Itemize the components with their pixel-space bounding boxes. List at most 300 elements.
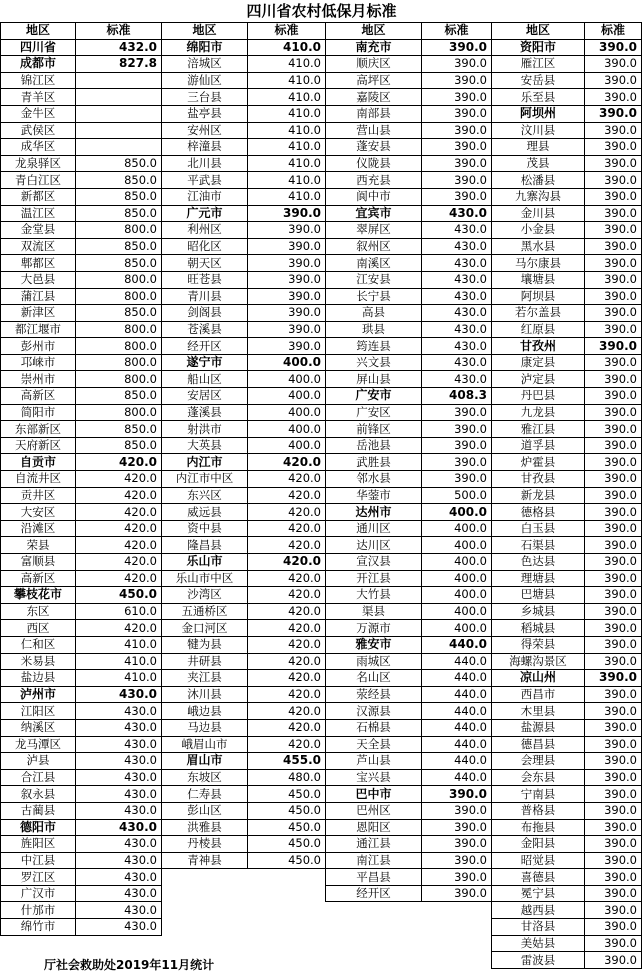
region-name: 高新区 — [1, 570, 76, 587]
standard-value: 400.0 — [248, 404, 326, 421]
standard-value: 420.0 — [76, 554, 162, 571]
standard-value: 410.0 — [76, 670, 162, 687]
standard-value: 410.0 — [248, 89, 326, 106]
region-name: 西昌市 — [492, 686, 585, 703]
region-name: 武胜县 — [326, 454, 422, 471]
standard-value: 420.0 — [76, 454, 162, 471]
region-name: 屏山县 — [326, 371, 422, 388]
standard-value: 420.0 — [248, 736, 326, 753]
page-title: 四川省农村低保月标准 — [246, 2, 397, 20]
region-group-name: 自贡市 — [1, 454, 76, 471]
table-row — [1, 636, 642, 653]
footer-note: 厅社会救助处2019年11月统计 — [44, 958, 215, 972]
region-name: 红原县 — [492, 321, 585, 338]
region-name: 前锋区 — [326, 421, 422, 438]
standard-value: 390.0 — [585, 288, 642, 305]
standard-value: 390.0 — [422, 454, 492, 471]
standard-value: 390.0 — [422, 188, 492, 205]
table-row — [1, 620, 642, 637]
region-name: 平武县 — [162, 172, 248, 189]
standard-value: 440.0 — [422, 670, 492, 687]
standard-value — [76, 105, 162, 122]
table-row — [1, 371, 642, 388]
region-name: 青川县 — [162, 288, 248, 305]
standard-value: 390.0 — [585, 769, 642, 786]
region-name: 乐至县 — [492, 89, 585, 106]
standard-value: 450.0 — [76, 587, 162, 604]
standard-value: 390.0 — [585, 89, 642, 106]
header-standard: 标准 — [248, 23, 326, 40]
header-standard: 标准 — [422, 23, 492, 40]
region-name: 松潘县 — [492, 172, 585, 189]
standard-value: 390.0 — [585, 554, 642, 571]
region-name: 雷波县 — [492, 952, 585, 969]
standard-value: 430.0 — [422, 271, 492, 288]
region-name: 犍为县 — [162, 636, 248, 653]
standard-value: 390.0 — [585, 570, 642, 587]
standard-value: 420.0 — [248, 471, 326, 488]
standard-value: 440.0 — [422, 686, 492, 703]
region-name: 新龙县 — [492, 487, 585, 504]
standard-value: 800.0 — [76, 338, 162, 355]
standard-value: 410.0 — [248, 105, 326, 122]
region-name: 普格县 — [492, 802, 585, 819]
standard-value: 430.0 — [76, 902, 162, 919]
standard-value: 420.0 — [248, 620, 326, 637]
region-name: 黑水县 — [492, 238, 585, 255]
region-group-name: 四川省 — [1, 39, 76, 56]
standard-value: 390.0 — [585, 471, 642, 488]
region-group-name: 绵阳市 — [162, 39, 248, 56]
region-name: 东部新区 — [1, 421, 76, 438]
region-name: 金阳县 — [492, 836, 585, 853]
empty-cell — [162, 919, 248, 936]
region-name: 大竹县 — [326, 587, 422, 604]
standard-value: 440.0 — [422, 736, 492, 753]
region-name: 大安区 — [1, 504, 76, 521]
standard-value: 850.0 — [76, 421, 162, 438]
region-name: 蓬溪县 — [162, 404, 248, 421]
standard-value: 420.0 — [76, 471, 162, 488]
standard-value: 450.0 — [248, 802, 326, 819]
standard-value: 430.0 — [76, 786, 162, 803]
region-name: 岳池县 — [326, 437, 422, 454]
standard-value: 390.0 — [585, 520, 642, 537]
region-name: 涪城区 — [162, 56, 248, 73]
standard-value: 390.0 — [422, 885, 492, 902]
standard-value: 390.0 — [585, 255, 642, 272]
standard-value: 430.0 — [76, 719, 162, 736]
standard-value: 410.0 — [248, 56, 326, 73]
region-name: 什邡市 — [1, 902, 76, 919]
table-row — [1, 388, 642, 405]
table-row — [1, 271, 642, 288]
standard-value: 420.0 — [248, 487, 326, 504]
header-row — [1, 23, 642, 40]
region-name: 龙马潭区 — [1, 736, 76, 753]
standard-value: 390.0 — [585, 271, 642, 288]
region-name: 嘉陵区 — [326, 89, 422, 106]
standard-value: 420.0 — [248, 587, 326, 604]
region-name: 得荣县 — [492, 636, 585, 653]
empty-cell — [162, 869, 248, 886]
region-name: 盐亭县 — [162, 105, 248, 122]
standard-value: 430.0 — [76, 753, 162, 770]
standard-value: 440.0 — [422, 719, 492, 736]
standard-value: 390.0 — [422, 89, 492, 106]
region-name: 广汉市 — [1, 885, 76, 902]
region-name: 广安区 — [326, 404, 422, 421]
region-name: 锦江区 — [1, 72, 76, 89]
region-name: 船山区 — [162, 371, 248, 388]
region-group-name: 遂宁市 — [162, 354, 248, 371]
table-row — [1, 885, 642, 902]
standard-value: 850.0 — [76, 238, 162, 255]
standard-value: 850.0 — [76, 388, 162, 405]
region-group-name: 广元市 — [162, 205, 248, 222]
region-name: 朝天区 — [162, 255, 248, 272]
region-name: 甘洛县 — [492, 919, 585, 936]
standard-value: 440.0 — [422, 636, 492, 653]
region-name: 泸定县 — [492, 371, 585, 388]
region-name: 阆中市 — [326, 188, 422, 205]
standard-value: 430.0 — [76, 819, 162, 836]
standard-value: 390.0 — [422, 819, 492, 836]
standard-value: 390.0 — [585, 852, 642, 869]
standard-value: 850.0 — [76, 437, 162, 454]
region-group-name: 达州市 — [326, 504, 422, 521]
region-name: 木里县 — [492, 703, 585, 720]
standard-value: 430.0 — [422, 238, 492, 255]
region-group-name: 巴中市 — [326, 786, 422, 803]
standard-value: 390.0 — [422, 869, 492, 886]
standard-value: 420.0 — [76, 537, 162, 554]
standard-value: 410.0 — [248, 188, 326, 205]
table-row — [1, 222, 642, 239]
region-name: 仪陇县 — [326, 155, 422, 172]
region-name: 富顺县 — [1, 554, 76, 571]
region-name: 白玉县 — [492, 520, 585, 537]
table-row — [1, 437, 642, 454]
standard-value: 430.0 — [76, 736, 162, 753]
table-row — [1, 56, 642, 73]
standard-value: 420.0 — [76, 570, 162, 587]
table-row — [1, 288, 642, 305]
table-row — [1, 719, 642, 736]
region-name: 会东县 — [492, 769, 585, 786]
standard-value: 400.0 — [248, 371, 326, 388]
standard-value: 390.0 — [422, 72, 492, 89]
standard-value: 390.0 — [422, 39, 492, 56]
standard-value: 390.0 — [585, 653, 642, 670]
region-name: 射洪市 — [162, 421, 248, 438]
table-row — [1, 105, 642, 122]
region-name: 通川区 — [326, 520, 422, 537]
standard-value: 430.0 — [76, 919, 162, 936]
region-name: 简阳市 — [1, 404, 76, 421]
region-group-name: 甘孜州 — [492, 338, 585, 355]
region-name: 九龙县 — [492, 404, 585, 421]
region-name: 石棉县 — [326, 719, 422, 736]
region-name: 彭州市 — [1, 338, 76, 355]
table-row — [1, 836, 642, 853]
region-name: 南江县 — [326, 852, 422, 869]
region-name: 双流区 — [1, 238, 76, 255]
standard-value: 430.0 — [422, 222, 492, 239]
region-name: 新都区 — [1, 188, 76, 205]
standard-value: 390.0 — [422, 421, 492, 438]
table-row — [1, 139, 642, 156]
standard-value: 390.0 — [422, 802, 492, 819]
standard-value: 390.0 — [248, 255, 326, 272]
standard-value: 390.0 — [585, 139, 642, 156]
empty-cell — [422, 952, 492, 969]
region-name: 理塘县 — [492, 570, 585, 587]
region-name: 巴塘县 — [492, 587, 585, 604]
region-name: 汉源县 — [326, 703, 422, 720]
region-name: 蒲江县 — [1, 288, 76, 305]
region-name: 马边县 — [162, 719, 248, 736]
standard-value: 390.0 — [248, 288, 326, 305]
region-name: 雨城区 — [326, 653, 422, 670]
region-name: 邛崃市 — [1, 354, 76, 371]
region-name: 海螺沟景区 — [492, 653, 585, 670]
region-group-name: 南充市 — [326, 39, 422, 56]
region-name: 罗江区 — [1, 869, 76, 886]
table-row — [1, 570, 642, 587]
region-name: 营山县 — [326, 122, 422, 139]
region-name: 隆昌县 — [162, 537, 248, 554]
standard-value: 390.0 — [585, 504, 642, 521]
table-row — [1, 520, 642, 537]
region-name: 叙永县 — [1, 786, 76, 803]
region-name: 茂县 — [492, 155, 585, 172]
standard-value: 390.0 — [585, 105, 642, 122]
region-name: 金牛区 — [1, 105, 76, 122]
empty-cell — [162, 885, 248, 902]
region-name: 翠屏区 — [326, 222, 422, 239]
standard-value: 390.0 — [422, 105, 492, 122]
empty-cell — [326, 952, 422, 969]
table-row — [1, 935, 642, 952]
table-row — [1, 587, 642, 604]
standard-value: 390.0 — [585, 703, 642, 720]
region-name: 昭化区 — [162, 238, 248, 255]
region-name: 游仙区 — [162, 72, 248, 89]
standard-value: 390.0 — [585, 188, 642, 205]
header-region: 地区 — [492, 23, 585, 40]
standard-value: 390.0 — [248, 338, 326, 355]
standard-value: 390.0 — [585, 786, 642, 803]
table-row — [1, 155, 642, 172]
standard-value: 390.0 — [422, 437, 492, 454]
region-name: 冕宁县 — [492, 885, 585, 902]
region-name: 江油市 — [162, 188, 248, 205]
region-name: 苍溪县 — [162, 321, 248, 338]
region-name: 荣县 — [1, 537, 76, 554]
standard-value: 390.0 — [585, 603, 642, 620]
standard-value: 410.0 — [248, 155, 326, 172]
empty-cell — [76, 935, 162, 952]
table-row — [1, 869, 642, 886]
region-name: 安岳县 — [492, 72, 585, 89]
standard-value: 390.0 — [585, 205, 642, 222]
region-name: 天全县 — [326, 736, 422, 753]
standard-value: 390.0 — [422, 404, 492, 421]
standard-value: 420.0 — [248, 554, 326, 571]
region-name: 乐山市中区 — [162, 570, 248, 587]
empty-cell — [422, 902, 492, 919]
table-row — [1, 802, 642, 819]
region-name: 理县 — [492, 139, 585, 156]
empty-cell — [248, 902, 326, 919]
table-row — [1, 769, 642, 786]
standard-value: 400.0 — [422, 570, 492, 587]
region-name: 安州区 — [162, 122, 248, 139]
standard-value: 390.0 — [585, 736, 642, 753]
region-group-name: 眉山市 — [162, 753, 248, 770]
standard-value: 450.0 — [248, 852, 326, 869]
empty-cell — [326, 902, 422, 919]
standard-value: 850.0 — [76, 255, 162, 272]
table-row — [1, 504, 642, 521]
region-name: 西区 — [1, 620, 76, 637]
standard-value: 430.0 — [76, 852, 162, 869]
standard-value: 432.0 — [76, 39, 162, 56]
table-row — [1, 852, 642, 869]
region-name: 雁江区 — [492, 56, 585, 73]
standard-value: 390.0 — [585, 437, 642, 454]
region-name: 宣汉县 — [326, 554, 422, 571]
region-name: 美姑县 — [492, 935, 585, 952]
standard-value: 390.0 — [585, 869, 642, 886]
standard-value: 390.0 — [585, 686, 642, 703]
standard-value: 390.0 — [585, 238, 642, 255]
empty-cell — [162, 902, 248, 919]
empty-cell — [248, 869, 326, 886]
region-name: 东兴区 — [162, 487, 248, 504]
region-name: 巴州区 — [326, 802, 422, 819]
region-name: 古蔺县 — [1, 802, 76, 819]
standard-value: 400.0 — [422, 504, 492, 521]
standard-value: 430.0 — [422, 255, 492, 272]
standard-value: 455.0 — [248, 753, 326, 770]
region-name: 经开区 — [326, 885, 422, 902]
standard-value: 420.0 — [248, 504, 326, 521]
standard-value: 410.0 — [76, 653, 162, 670]
region-name: 崇州市 — [1, 371, 76, 388]
standard-value: 500.0 — [422, 487, 492, 504]
region-group-name: 攀枝花市 — [1, 587, 76, 604]
standard-value: 390.0 — [585, 919, 642, 936]
standard-value: 800.0 — [76, 222, 162, 239]
standard-value: 410.0 — [248, 72, 326, 89]
standard-value: 410.0 — [248, 122, 326, 139]
region-name: 壤塘县 — [492, 271, 585, 288]
standard-value: 390.0 — [585, 454, 642, 471]
region-name: 东区 — [1, 603, 76, 620]
standard-value: 420.0 — [248, 670, 326, 687]
region-name: 合江县 — [1, 769, 76, 786]
table-row — [1, 653, 642, 670]
table-row — [1, 72, 642, 89]
table-row — [1, 736, 642, 753]
region-name: 喜德县 — [492, 869, 585, 886]
standard-value: 390.0 — [585, 802, 642, 819]
region-name: 若尔盖县 — [492, 305, 585, 322]
standard-value: 430.0 — [422, 338, 492, 355]
region-name: 青神县 — [162, 852, 248, 869]
region-name: 金口河区 — [162, 620, 248, 637]
table-row — [1, 354, 642, 371]
region-name: 利州区 — [162, 222, 248, 239]
standard-value: 390.0 — [248, 321, 326, 338]
region-name: 华蓥市 — [326, 487, 422, 504]
region-group-name: 泸州市 — [1, 686, 76, 703]
region-name: 金川县 — [492, 205, 585, 222]
table-row — [1, 686, 642, 703]
table-row — [1, 487, 642, 504]
standard-value: 430.0 — [422, 205, 492, 222]
region-name: 成华区 — [1, 139, 76, 156]
standard-value: 420.0 — [248, 537, 326, 554]
table-row — [1, 172, 642, 189]
standard-value: 390.0 — [422, 786, 492, 803]
region-name: 邻水县 — [326, 471, 422, 488]
region-name: 马尔康县 — [492, 255, 585, 272]
standard-value: 420.0 — [248, 520, 326, 537]
standard-value: 480.0 — [248, 769, 326, 786]
standard-value: 400.0 — [422, 537, 492, 554]
standard-value: 400.0 — [422, 554, 492, 571]
standard-value: 420.0 — [248, 686, 326, 703]
standard-value: 390.0 — [422, 56, 492, 73]
table-row — [1, 39, 642, 56]
region-name: 稻城县 — [492, 620, 585, 637]
table-row — [1, 786, 642, 803]
region-name: 西充县 — [326, 172, 422, 189]
region-name: 汶川县 — [492, 122, 585, 139]
table-row — [1, 454, 642, 471]
standard-value: 390.0 — [422, 852, 492, 869]
region-name: 彭山区 — [162, 802, 248, 819]
standard-value: 420.0 — [76, 487, 162, 504]
standard-value: 390.0 — [585, 952, 642, 969]
standard-value: 390.0 — [422, 471, 492, 488]
region-name: 色达县 — [492, 554, 585, 571]
region-name: 小金县 — [492, 222, 585, 239]
region-name: 丹棱县 — [162, 836, 248, 853]
region-name: 梓潼县 — [162, 139, 248, 156]
standard-value: 450.0 — [248, 786, 326, 803]
header-standard: 标准 — [76, 23, 162, 40]
standard-value: 430.0 — [422, 321, 492, 338]
region-name: 雅江县 — [492, 421, 585, 438]
standard-value: 420.0 — [76, 520, 162, 537]
standard-value: 800.0 — [76, 288, 162, 305]
standard-value: 390.0 — [422, 836, 492, 853]
region-name: 宝兴县 — [326, 769, 422, 786]
standard-value: 420.0 — [248, 636, 326, 653]
region-name: 南部县 — [326, 105, 422, 122]
region-name: 德昌县 — [492, 736, 585, 753]
standard-value: 410.0 — [76, 636, 162, 653]
standard-value: 390.0 — [248, 222, 326, 239]
region-name: 乡城县 — [492, 603, 585, 620]
region-name: 珙县 — [326, 321, 422, 338]
standard-value: 850.0 — [76, 155, 162, 172]
table-row — [1, 902, 642, 919]
